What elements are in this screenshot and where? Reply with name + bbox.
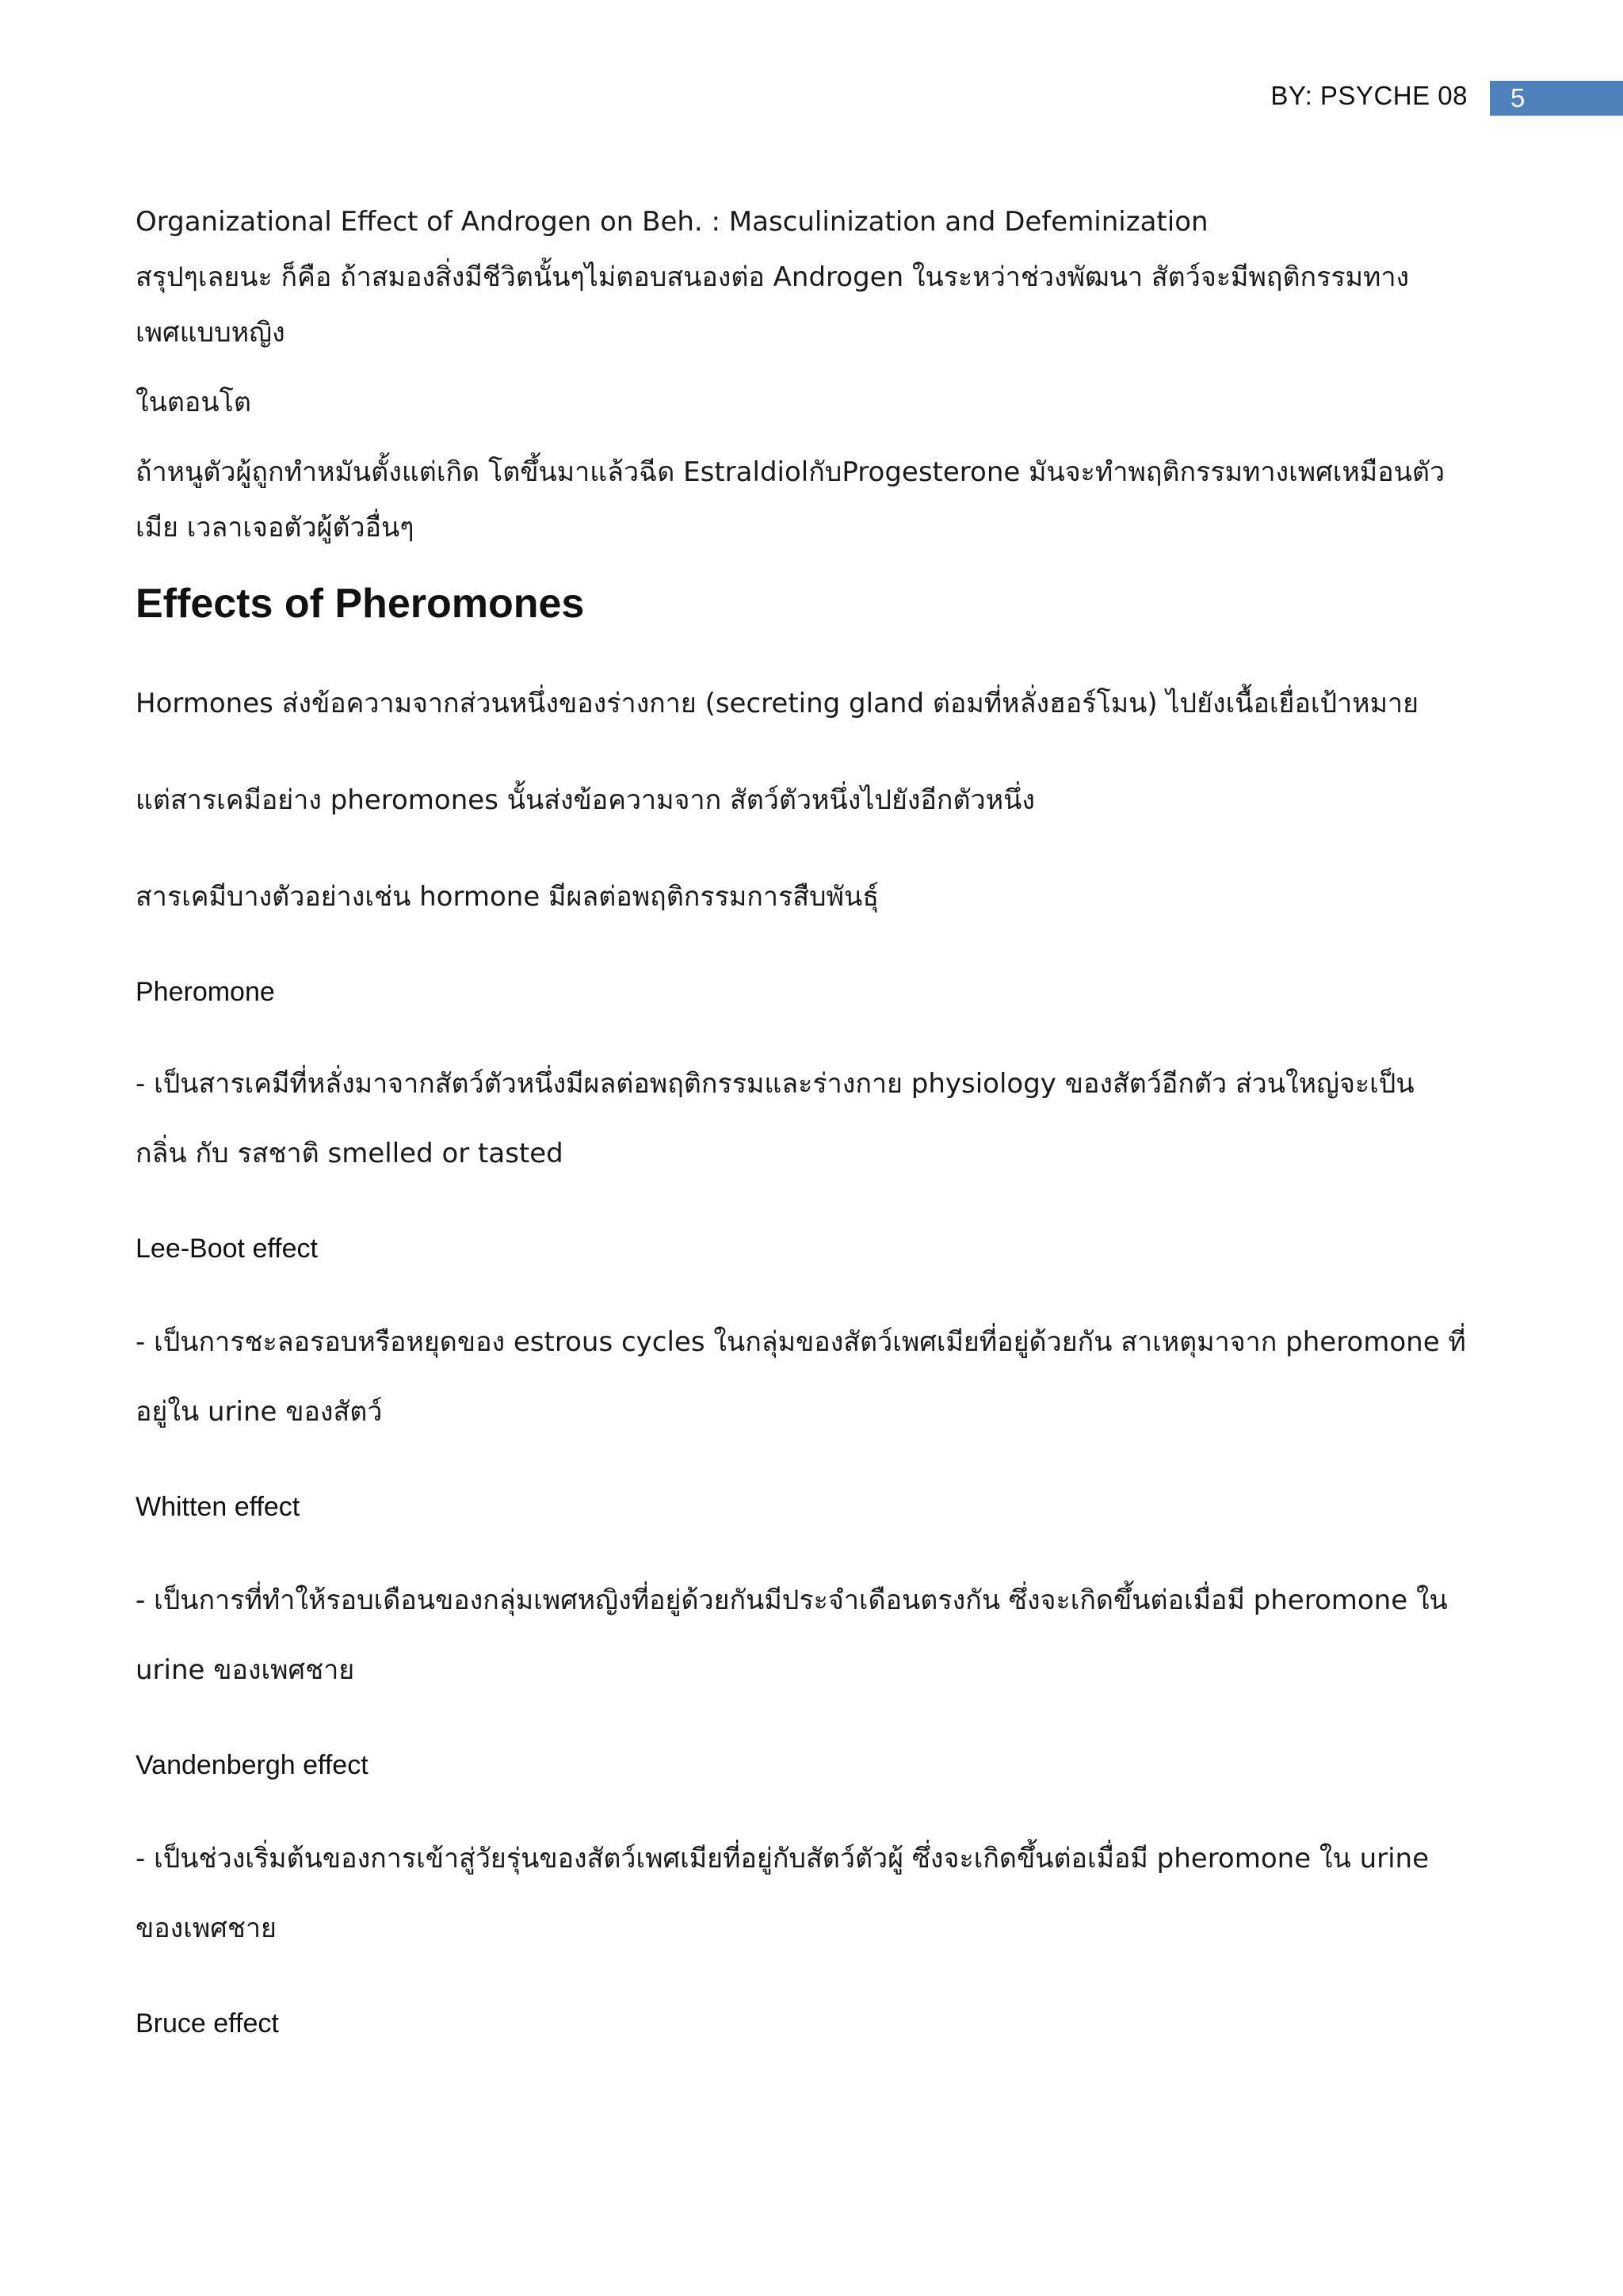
summary-line-2: เพศแบบหญิง — [136, 317, 285, 349]
intro-title-line: Organizational Effect of Androgen on Beh. : Masculinization and Defeminization — [136, 206, 1209, 238]
pheromones-line: แต่สารเคมีอย่าง pheromones นั้นส่งข้อความจาก สัตว์ตัวหนึ่งไปยังอีกตัวหนึ่ง — [136, 784, 1035, 816]
adult-line: ในตอนโต — [136, 387, 251, 418]
hormones-line: Hormones ส่งข้อความจากส่วนหนึ่งของร่างกาย (secreting gland ต่อมที่หลั่งฮอร์โมน) ไปยังเนื้อเยื่อเป้าหมาย — [136, 688, 1419, 719]
chemicals-line: สารเคมีบางตัวอย่างเช่น hormone มีผลต่อพฤติกรรมการสืบพันธุ์ — [136, 881, 879, 913]
rat-line-2: เมีย เวลาเจอตัวผู้ตัวอื่นๆ — [136, 512, 414, 543]
term-whitten: Whitten effect — [136, 1492, 300, 1522]
page-header-author: BY: PSYCHE 08 — [1270, 81, 1468, 110]
definition-whitten-line-1: - เป็นการที่ทำให้รอบเดือนของกลุ่มเพศหญิงที่อยู่ด้วยกันมีประจำเดือนตรงกัน ซึ่งจะเกิดขึ้นต่อเมื่อมี pheromone ใน — [136, 1585, 1448, 1616]
document-body — [136, 204, 1491, 2041]
section-heading: Effects of Pheromones — [136, 581, 585, 627]
rat-line-1: ถ้าหนูตัวผู้ถูกทำหมันตั้งแต่เกิด โตขึ้นมาแล้วฉีด EstraldiolกับProgesterone มันจะทำพฤติกรรมทางเพศเหมือนตัว — [136, 456, 1445, 488]
definition-vandenbergh-line-2: ของเพศชาย — [136, 1913, 277, 1944]
definition-pheromone-line-1: - เป็นสารเคมีที่หลั่งมาจากสัตว์ตัวหนึ่งมีผลต่อพฤติกรรมและร่างกาย physiology ของสัตว์อีกตัว ส่วนใหญ่จะเป็น — [136, 1068, 1415, 1100]
page-number-badge: 5 — [1490, 81, 1623, 116]
term-vandenbergh: Vandenbergh effect — [136, 1750, 369, 1780]
definition-pheromone-line-2: กลิ่น กับ รสชาติ smelled or tasted — [136, 1138, 563, 1169]
summary-line-1: สรุปๆเลยนะ ก็คือ ถ้าสมองสิ่งมีชีวิตนั้นๆไม่ตอบสนองต่อ Androgen ในระหว่าช่วงพัฒนา สัตว์จะมีพฤติกรรมทาง — [136, 261, 1410, 293]
term-pheromone: Pheromone — [136, 977, 275, 1007]
definition-lee-boot-line-1: - เป็นการชะลอรอบหรือหยุดของ estrous cycles ในกลุ่มของสัตว์เพศเมียที่อยู่ด้วยกัน สาเหตุมาจาก pheromone ที่ — [136, 1326, 1466, 1358]
definition-whitten-line-2: urine ของเพศชาย — [136, 1654, 355, 1686]
definition-lee-boot-line-2: อยู่ใน urine ของสัตว์ — [136, 1396, 383, 1428]
term-lee-boot: Lee-Boot effect — [136, 1234, 318, 1264]
definition-vandenbergh-line-1: - เป็นช่วงเริ่มต้นของการเข้าสู่วัยรุ่นของสัตว์เพศเมียที่อยู่กับสัตว์ตัวผู้ ซึ่งจะเกิดขึ้นต่อเมื่อมี pheromone ใน urine — [136, 1843, 1430, 1875]
term-bruce: Bruce effect — [136, 2008, 279, 2039]
